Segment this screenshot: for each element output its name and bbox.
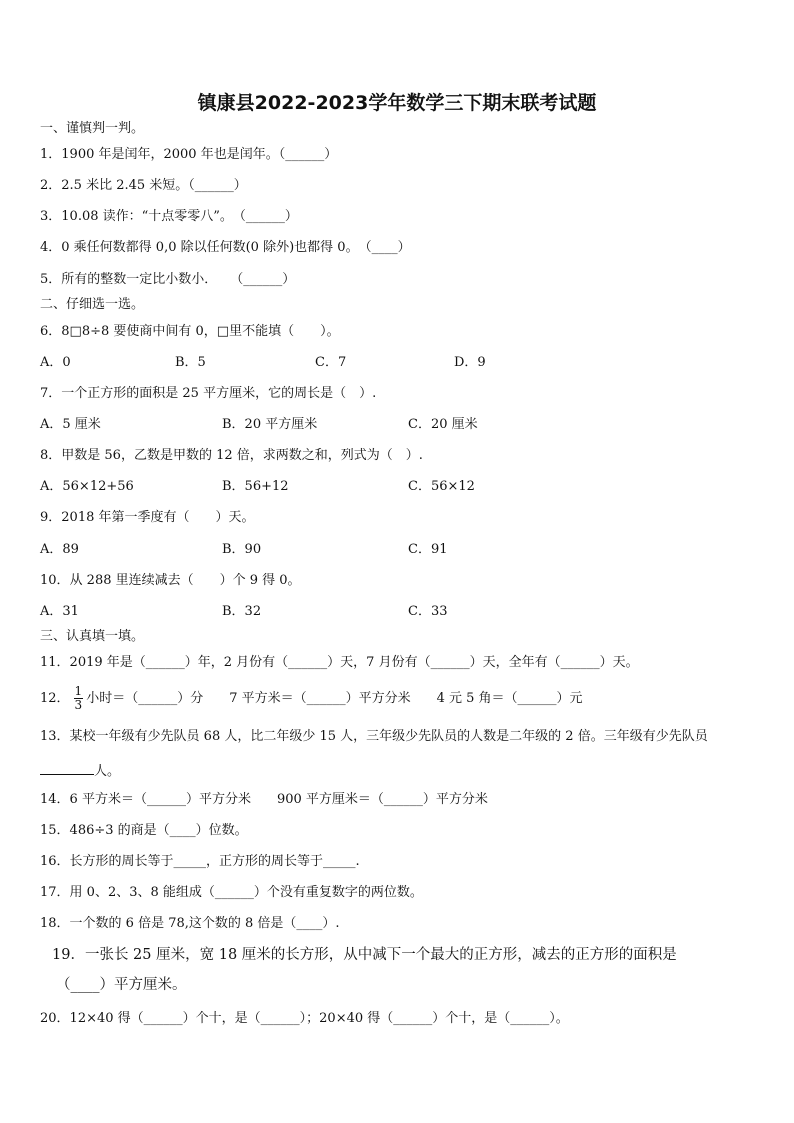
question-9: 9．2018 年第一季度有（ ）天。 xyxy=(40,510,255,525)
section-2-heading: 二、仔细选一选。 xyxy=(40,297,145,312)
question-6: 6．8□8÷8 要使商中间有 0，□里不能填（ ）。 xyxy=(40,324,340,339)
q10-option-a: A．31 xyxy=(40,604,79,619)
section-3-heading: 三、认真填一填。 xyxy=(40,629,145,644)
question-5: 5．所有的整数一定比小数小． （______） xyxy=(40,272,296,287)
q7-option-c: C．20 厘米 xyxy=(408,417,478,432)
question-11: 11．2019 年是（______）年，2 月份有（______）天，7 月份有（______）天，全年有（______）天。 xyxy=(40,655,639,670)
question-15: 15．486÷3 的商是（____）位数。 xyxy=(40,823,248,838)
question-19-line-2: （____）平方厘米。 xyxy=(56,977,187,993)
q13-answer-blank xyxy=(40,760,94,775)
question-17: 17．用 0、2、3、8 能组成（______）个没有重复数字的两位数。 xyxy=(40,885,423,900)
q7-option-a: A．5 厘米 xyxy=(40,417,101,432)
question-12 xyxy=(40,683,583,715)
question-18: 18．一个数的 6 倍是 78,这个数的 8 倍是（____）. xyxy=(40,916,340,931)
q6-option-a: A．0 xyxy=(40,355,71,370)
question-13-line-1: 13．某校一年级有少先队员 68 人，比二年级少 15 人，三年级少先队员的人数是二年级的 2 倍。三年级有少先队员 xyxy=(40,729,708,744)
q8-option-b: B．56+12 xyxy=(222,479,289,494)
q12-fraction xyxy=(74,685,84,712)
q10-option-b: B．32 xyxy=(222,604,262,619)
q9-option-b: B．90 xyxy=(222,542,262,557)
q12-fraction-numerator: 1 xyxy=(74,684,83,698)
q9-option-c: C．91 xyxy=(408,542,448,557)
question-16: 16．长方形的周长等于_____，正方形的周长等于_____. xyxy=(40,854,360,869)
q12-text: 小时＝（______）分 7 平方米＝（______）平方分米 4 元 5 角＝（______）元 xyxy=(86,691,583,706)
question-3: 3．10.08 读作：“十点零零八”。 （______） xyxy=(40,209,298,224)
question-20: 20．12×40 得（______）个十，是（______）；20×40 得（______）个十，是（______）。 xyxy=(40,1011,569,1026)
q6-option-d: D．9 xyxy=(454,355,486,370)
q8-option-c: C．56×12 xyxy=(408,479,475,494)
question-2: 2．2.5 米比 2.45 米短。（______） xyxy=(40,178,247,193)
q6-option-b: B．5 xyxy=(175,355,206,370)
question-14: 14．6 平方米＝（______）平方分米 900 平方厘米＝（______）平方分米 xyxy=(40,792,488,807)
q7-option-b: B．20 平方厘米 xyxy=(222,417,318,432)
question-10: 10．从 288 里连续减去（ ）个 9 得 0。 xyxy=(40,573,301,588)
page-title: 镇康县2022-2023学年数学三下期末联考试题 xyxy=(197,92,597,114)
question-13-line-2 xyxy=(40,760,120,781)
q10-option-c: C．33 xyxy=(408,604,448,619)
q12-number: 12． xyxy=(40,691,70,706)
q13-tail: 人。 xyxy=(94,764,121,779)
q9-option-a: A．89 xyxy=(40,542,79,557)
q8-option-a: A．56×12+56 xyxy=(40,479,134,494)
question-8: 8．甲数是 56，乙数是甲数的 12 倍，求两数之和，列式为（ ）. xyxy=(40,448,423,463)
q6-option-c: C．7 xyxy=(315,355,347,370)
question-1: 1．1900 年是闰年，2000 年也是闰年。（______） xyxy=(40,147,338,162)
section-1-heading: 一、谨慎判一判。 xyxy=(40,121,145,136)
question-7: 7．一个正方形的面积是 25 平方厘米，它的周长是（ ）. xyxy=(40,386,377,401)
question-4: 4．0 乘任何数都得 0,0 除以任何数(0 除外)也都得 0。 （____） xyxy=(40,240,411,255)
question-19-line-1: 19．一张长 25 厘米，宽 18 厘米的长方形，从中减下一个最大的正方形，减去的正方形的面积是 xyxy=(52,947,677,963)
q12-fraction-denominator: 3 xyxy=(74,698,83,712)
